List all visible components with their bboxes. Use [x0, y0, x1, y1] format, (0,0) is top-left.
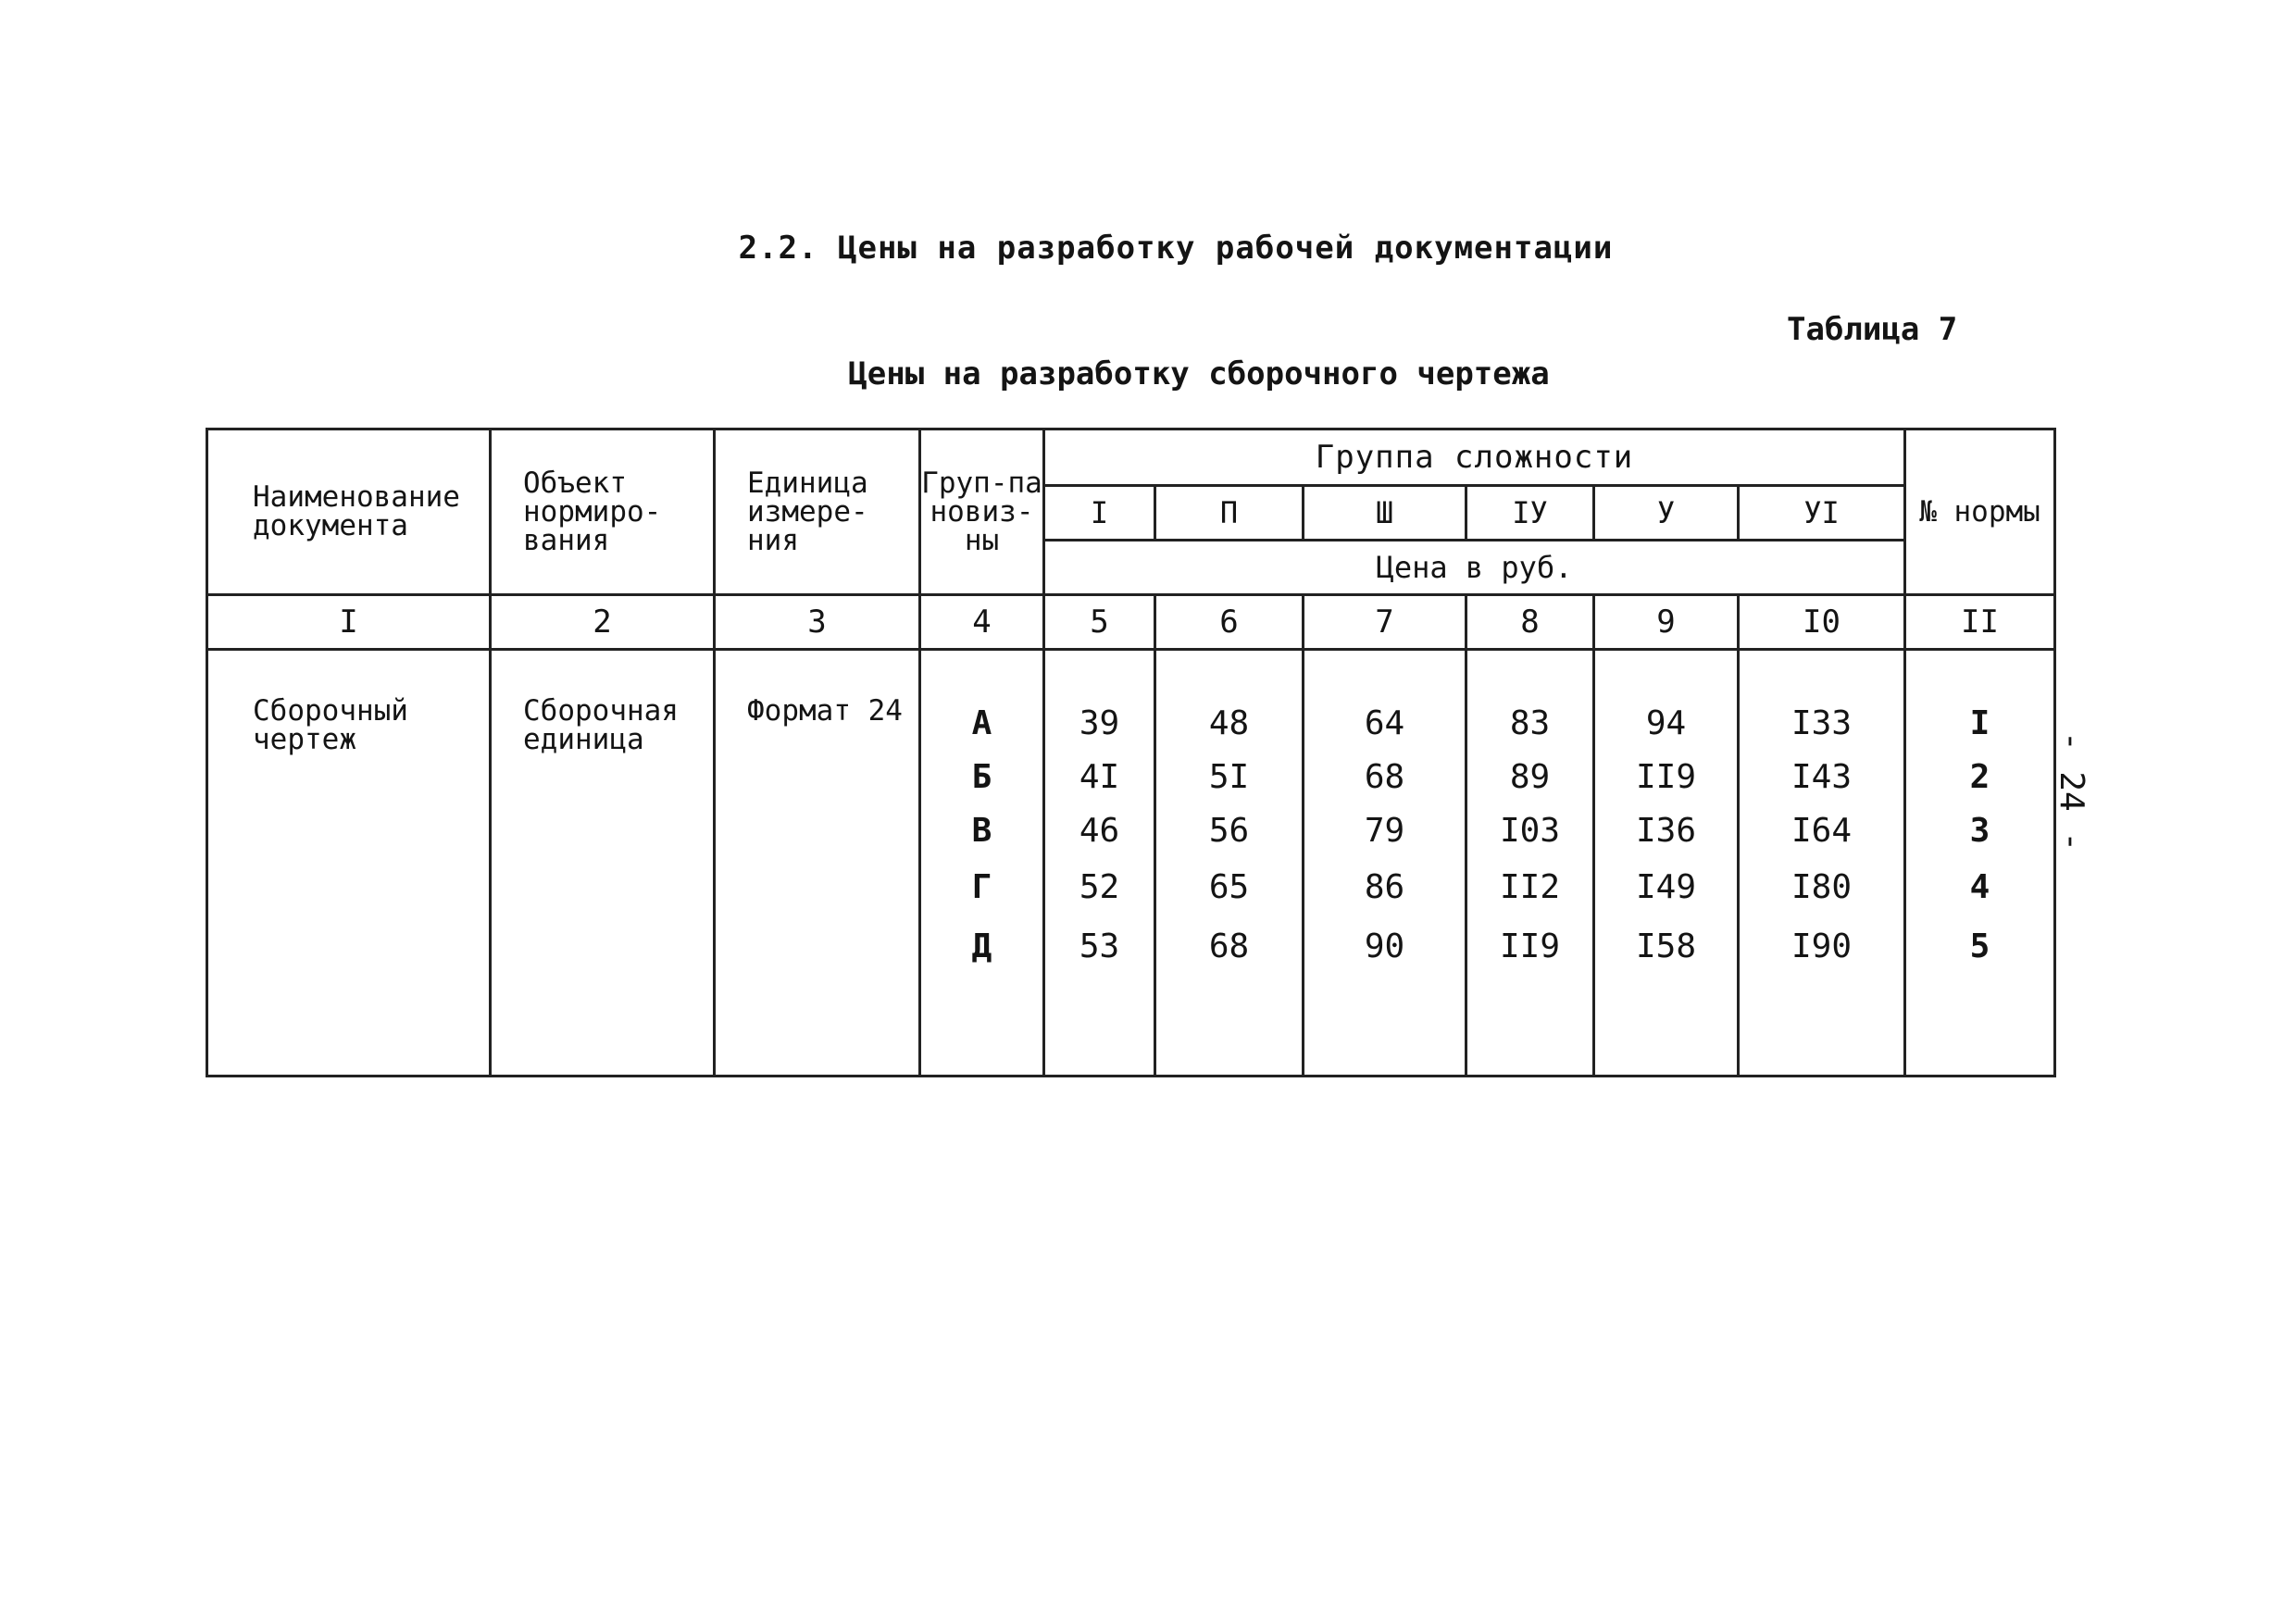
price-value: 48 [1208, 704, 1250, 742]
column-number: 7 [1304, 595, 1466, 650]
price-value: II9 [1499, 927, 1561, 965]
price-value: 53 [1079, 927, 1120, 965]
column-number: 2 [491, 595, 715, 650]
page-number: - 24 - [2053, 731, 2090, 853]
novelty-group: Г [971, 868, 992, 906]
price-value: I49 [1635, 868, 1697, 906]
cell-price-col-2 [1155, 650, 1304, 1077]
cell-price-col-6 [1739, 650, 1905, 1077]
price-value: 89 [1509, 758, 1551, 796]
price-table [206, 428, 2056, 1077]
norm-number: 4 [1969, 868, 1990, 906]
price-value: 4I [1079, 758, 1120, 796]
header-document-name: Наименование документа [207, 429, 491, 595]
header-norm-number: № нормы [1905, 429, 2055, 595]
column-number: I0 [1739, 595, 1905, 650]
price-label: Цена в руб. [1044, 541, 1905, 595]
price-value: I58 [1635, 927, 1697, 965]
header-novelty-text: Груп-па новиз-ны [921, 466, 1042, 557]
cell-unit: Формат 24 [715, 650, 920, 1077]
column-number-row [207, 595, 2055, 650]
price-value: I43 [1791, 758, 1853, 796]
price-value: 56 [1208, 812, 1250, 850]
complexity-level: IУ [1466, 486, 1594, 541]
price-value: 68 [1364, 758, 1405, 796]
cell-price-col-5 [1594, 650, 1739, 1077]
price-value: II9 [1635, 758, 1697, 796]
cell-price-col-3 [1304, 650, 1466, 1077]
price-value: 94 [1645, 704, 1687, 742]
norm-number: 3 [1969, 812, 1990, 850]
column-number: 4 [920, 595, 1044, 650]
price-value: 39 [1079, 704, 1120, 742]
complexity-level: УI [1739, 486, 1905, 541]
table-label: Таблица 7 [1787, 311, 1958, 348]
complexity-level: П [1155, 486, 1304, 541]
price-value: 83 [1509, 704, 1551, 742]
cell-object: Сборочная единица [491, 650, 715, 1077]
norm-number: 5 [1969, 927, 1990, 965]
price-value: II2 [1499, 868, 1561, 906]
header-object-text: Объект нормиро-вания [523, 466, 662, 557]
column-number: II [1905, 595, 2055, 650]
column-number: 3 [715, 595, 920, 650]
price-value: 68 [1208, 927, 1250, 965]
cell-novelty-groups [920, 650, 1044, 1077]
header-unit [715, 429, 920, 595]
price-value: 64 [1364, 704, 1405, 742]
cell-document: Сборочный чертеж [207, 650, 491, 1077]
cell-norm-numbers [1905, 650, 2055, 1077]
price-value: 5I [1208, 758, 1250, 796]
column-number: 5 [1044, 595, 1155, 650]
price-value: I33 [1791, 704, 1853, 742]
complexity-level: У [1594, 486, 1739, 541]
price-value: I64 [1791, 812, 1853, 850]
norm-number: I [1969, 704, 1990, 742]
column-number: 8 [1466, 595, 1594, 650]
price-value: 90 [1364, 927, 1405, 965]
column-number: 9 [1594, 595, 1739, 650]
table-row [207, 650, 2055, 1077]
novelty-group: Б [971, 758, 992, 796]
header-unit-text: Единица измере-ния [747, 466, 868, 557]
price-value: 52 [1079, 868, 1120, 906]
price-value: 46 [1079, 812, 1120, 850]
cell-price-col-1 [1044, 650, 1155, 1077]
novelty-group: В [971, 812, 992, 850]
novelty-group: А [971, 704, 992, 742]
price-value: 65 [1208, 868, 1250, 906]
complexity-level: I [1044, 486, 1155, 541]
header-object [491, 429, 715, 595]
price-value: I03 [1499, 812, 1561, 850]
header-novelty-group [920, 429, 1044, 595]
header-row-1 [207, 429, 2055, 486]
price-value: 86 [1364, 868, 1405, 906]
novelty-group: Д [971, 927, 992, 965]
table-caption: Цены на разработку сборочного чертежа [848, 355, 1550, 392]
complexity-level: Ш [1304, 486, 1466, 541]
column-number: I [207, 595, 491, 650]
norm-number: 2 [1969, 758, 1990, 796]
header-complexity-group: Группа сложности [1044, 429, 1905, 486]
cell-price-col-4 [1466, 650, 1594, 1077]
price-value: I90 [1791, 927, 1853, 965]
section-title: 2.2. Цены на разработку рабочей документации [738, 230, 1614, 267]
price-value: I80 [1791, 868, 1853, 906]
column-number: 6 [1155, 595, 1304, 650]
price-value: 79 [1364, 812, 1405, 850]
price-value: I36 [1635, 812, 1697, 850]
